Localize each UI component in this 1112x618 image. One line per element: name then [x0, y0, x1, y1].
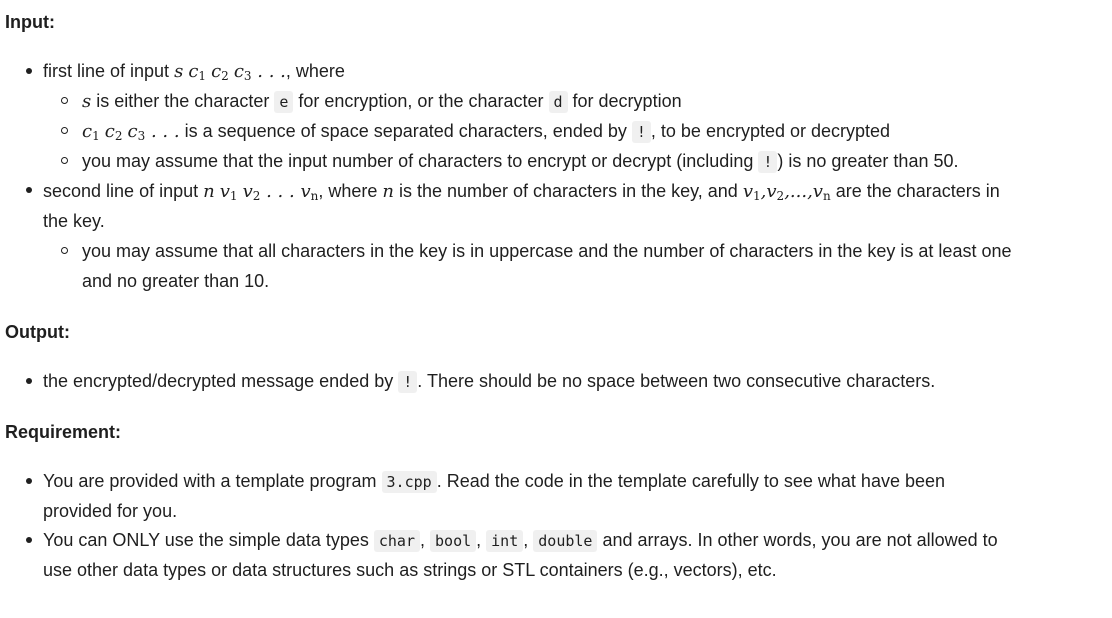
code-e: e — [274, 91, 293, 113]
input-line2-cont: the key. — [43, 211, 105, 231]
requirement-item1-cont: provided for you. — [43, 501, 178, 521]
input-sub-key-line2: and no greater than 10. — [82, 271, 270, 291]
sub-bullet — [61, 97, 68, 104]
input-sub-c: $c_1$ $c_2$ $c_3$ . . . is a sequence of space separated characters, ended by ! , to be encrypted or decrypted — [82, 121, 891, 143]
heading-requirement: Requirement: — [5, 422, 122, 442]
code-exclamation: ! — [398, 371, 417, 393]
code-exclamation: ! — [632, 121, 651, 143]
code-type-double: double — [533, 530, 597, 552]
input-sub-limit: you may assume that the input number of characters to encrypt or decrypt (including ! ) is no greater than 50. — [82, 151, 959, 171]
code-type-char: char — [374, 530, 420, 552]
sub-bullet — [61, 127, 68, 134]
input-line2: second line of input n $v_1$ $v_2$ . . . $v_n$, where n is the number of characters in the key, and $v_1,v_2,...,v_n$ are the characters in — [43, 181, 1000, 203]
heading-input: Input: — [5, 12, 55, 32]
requirement-item1: You are provided with a template program 3.cpp . Read the code in the template carefully to see what have been — [43, 471, 946, 491]
heading-output: Output: — [5, 322, 70, 342]
code-type-int: int — [486, 530, 523, 552]
code-type-bool: bool — [430, 530, 476, 552]
requirement-item2: You can ONLY use the simple data types char , bool , int , double and arrays. In other words, you are not allowed to — [43, 530, 998, 550]
bullet — [26, 378, 32, 384]
code-filename: 3.cpp — [382, 471, 437, 493]
bullet — [26, 478, 32, 484]
input-sub-key-line1: you may assume that all characters in the key is in uppercase and the number of characters in the key is at least one — [82, 241, 1012, 261]
code-d: d — [549, 91, 568, 113]
bullet — [26, 68, 32, 74]
input-sub-s: s is either the character e for encryption, or the character d for decryption — [82, 91, 682, 112]
sub-bullet — [61, 247, 68, 254]
bullet — [26, 537, 32, 543]
output-line: the encrypted/decrypted message ended by ! . There should be no space between two consecutive characters. — [43, 371, 936, 391]
code-exclamation: ! — [758, 151, 777, 173]
input-line1: first line of input s $c_1$ $c_2$ $c_3$ . . ., where — [43, 61, 345, 83]
bullet — [26, 187, 32, 193]
requirement-item2-cont: use other data types or data structures such as strings or STL containers (e.g., vectors), etc. — [43, 560, 777, 580]
sub-bullet — [61, 157, 68, 164]
